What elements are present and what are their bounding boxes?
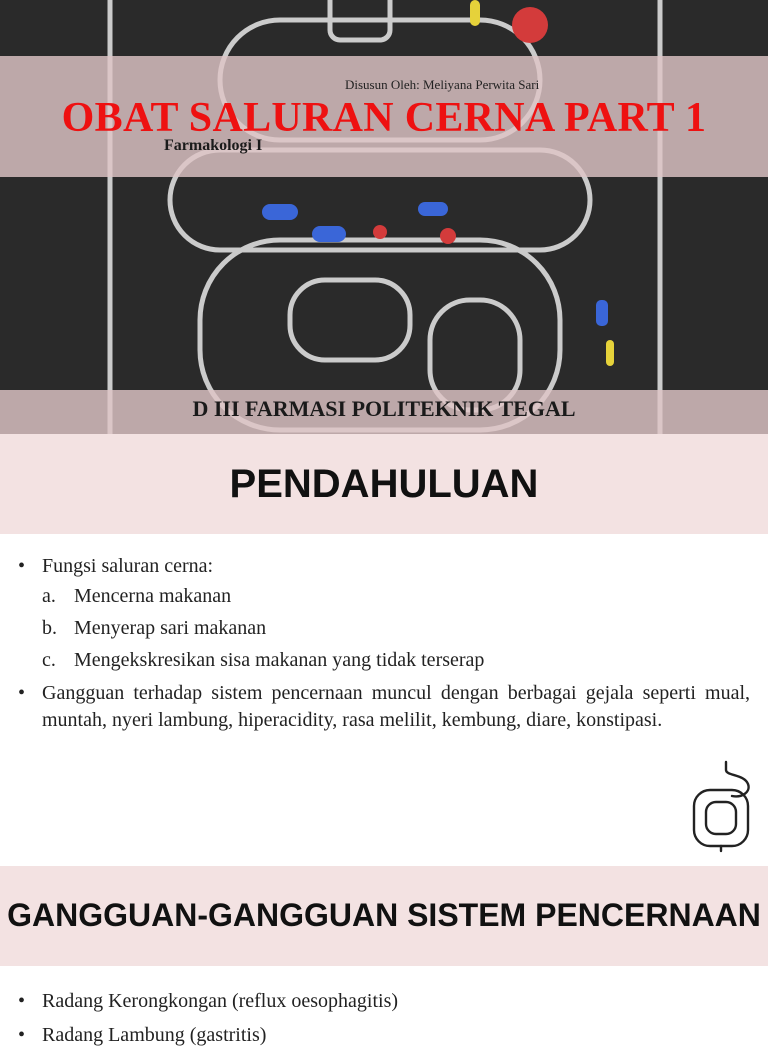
sub-text: Mengekskresikan sisa makanan yang tidak terserap — [74, 649, 485, 671]
list-item — [18, 680, 750, 734]
sub-marker: c. — [42, 649, 56, 671]
bullet-icon: • — [18, 1024, 26, 1046]
bullet-text: Radang Kerongkongan (reflux oesophagitis) — [42, 990, 399, 1012]
sub-marker: a. — [42, 585, 56, 607]
sub-marker: b. — [42, 617, 57, 639]
course-subtitle: Farmakologi I — [164, 137, 263, 154]
slide-content — [18, 984, 750, 1052]
slide-heading: GANGGUAN-GANGGUAN SISTEM PENCERNAAN — [7, 897, 761, 933]
presentation-title: OBAT SALURAN CERNA PART 1 — [61, 95, 707, 141]
slide-heading-band — [0, 434, 768, 534]
institution-name: D III FARMASI POLITEKNIK TEGAL — [192, 396, 576, 421]
sub-list-item — [18, 644, 750, 676]
author-credit: Disusun Oleh: Meliyana Perwita Sari — [345, 77, 540, 92]
sub-list-item — [18, 580, 750, 612]
sub-list-item — [18, 612, 750, 644]
bullet-icon: • — [18, 555, 26, 577]
sub-text: Mencerna makanan — [74, 585, 232, 607]
slide-heading: PENDAHULUAN — [229, 462, 539, 506]
pendahuluan-slide — [0, 434, 768, 866]
slide-content — [18, 552, 750, 734]
slide-heading-band — [0, 866, 768, 966]
list-item — [18, 984, 750, 1018]
list-item — [18, 552, 750, 580]
bullet-icon: • — [18, 990, 26, 1012]
digestive-system-icon — [686, 760, 756, 852]
list-item — [18, 1018, 750, 1052]
gangguan-slide — [0, 866, 768, 1046]
bullet-icon: • — [18, 682, 26, 704]
title-slide — [0, 0, 768, 434]
bullet-text: Radang Lambung (gastritis) — [42, 1024, 267, 1046]
bullet-text: Gangguan terhadap sistem pencernaan muncul dengan berbagai gejala seperti mual, muntah, nyeri lambung, hiperacidity, rasa melilit, kembung, diare, konstipasi. — [42, 682, 750, 731]
bullet-text: Fungsi saluran cerna: — [42, 555, 214, 577]
sub-text: Menyerap sari makanan — [74, 617, 267, 639]
